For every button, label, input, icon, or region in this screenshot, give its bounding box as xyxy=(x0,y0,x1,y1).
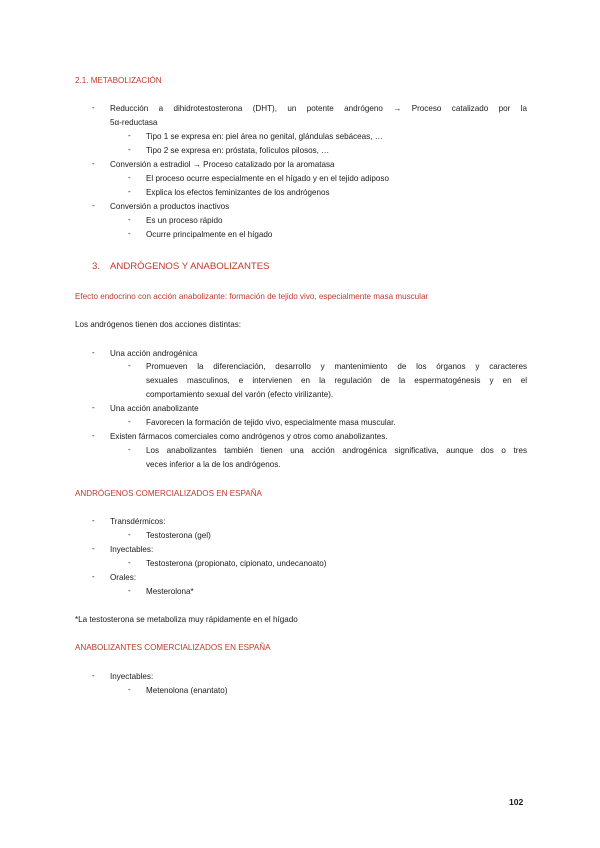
bullet-dash: - xyxy=(128,685,131,694)
bullet-dash: - xyxy=(92,572,95,581)
list-item-inyectables: Inyectables: xyxy=(110,672,154,681)
sub-item-line: veces inferior a la de los andrógenos. xyxy=(146,460,281,469)
list-item-reduccion: Reducción a dihidrotestosterona (DHT), un potente andrógeno → Proceso catalizado por la xyxy=(110,104,527,113)
bullet-dash: - xyxy=(128,445,131,454)
subtitle-efecto: Efecto endocrino con acción anabolizante: formación de tejido vivo, especialmente masa muscular xyxy=(75,292,429,301)
bullet-dash: - xyxy=(92,159,95,168)
sub-item: Favorecen la formación de tejido vivo, especialmente masa muscular. xyxy=(146,418,396,427)
heading-anabolizantes-comercializados: ANABOLIZANTES COMERCIALIZADOS EN ESPAÑA xyxy=(75,643,271,652)
list-item-inyectables: Inyectables: xyxy=(110,545,154,554)
bullet-dash: - xyxy=(92,403,95,412)
heading-androgenos-comercializados: ANDRÓGENOS COMERCIALIZADOS EN ESPAÑA xyxy=(75,489,262,498)
bullet-dash: - xyxy=(128,417,131,426)
footnote: *La testosterona se metaboliza muy rápidamente en el hígado xyxy=(75,615,298,624)
list-item-conversion-inactivos: Conversión a productos inactivos xyxy=(110,202,230,211)
bullet-dash: - xyxy=(128,131,131,140)
section-heading-metabolizacion: 2.1. METABOLIZACIÓN xyxy=(75,76,162,85)
bullet-dash: - xyxy=(92,671,95,680)
sub-item: Testosterona (propionato, cipionato, undecanoato) xyxy=(146,559,327,568)
sub-item: Tipo 2 se expresa en: próstata, folículos pilosos, … xyxy=(146,146,330,155)
bullet-dash: - xyxy=(92,431,95,440)
bullet-dash: - xyxy=(92,201,95,210)
list-item-accion-anabolizante: Una acción anabolizante xyxy=(110,404,199,413)
bullet-dash: - xyxy=(128,361,131,370)
sub-item: Mesterolona* xyxy=(146,587,194,596)
sub-item: Es un proceso rápido xyxy=(146,216,223,225)
list-item-conversion-estradiol: Conversión a estradiol → Proceso catalizado por la aromatasa xyxy=(110,160,335,169)
page-number: 102 xyxy=(509,797,524,807)
bullet-dash: - xyxy=(128,530,131,539)
bullet-dash: - xyxy=(128,558,131,567)
sub-item: Tipo 1 se expresa en: piel área no genital, glándulas sebáceas, … xyxy=(146,132,383,141)
sub-item: Ocurre principalmente en el hígado xyxy=(146,230,273,239)
section-title: ANDRÓGENOS Y ANABOLIZANTES xyxy=(110,261,270,272)
list-item-reduccion-cont: 5α-reductasa xyxy=(110,118,158,127)
list-item-orales: Orales: xyxy=(110,573,137,582)
sub-item: Metenolona (enantato) xyxy=(146,686,228,695)
bullet-dash: - xyxy=(128,586,131,595)
sub-item: El proceso ocurre especialmente en el hígado y en el tejido adiposo xyxy=(146,174,389,183)
bullet-dash: - xyxy=(128,215,131,224)
intro-paragraph: Los andrógenos tienen dos acciones distintas: xyxy=(75,320,242,329)
bullet-dash: - xyxy=(128,187,131,196)
bullet-dash: - xyxy=(128,173,131,182)
list-item-farmacos: Existen fármacos comerciales como andrógenos y otros como anabolizantes. xyxy=(110,432,388,441)
sub-item-line: sexuales masculinos, e intervienen en la regulación de la espermatogénesis y en el xyxy=(146,376,527,385)
sub-item-line: Promueven la diferenciación, desarrollo y mantenimiento de los órganos y caracteres xyxy=(146,362,527,371)
list-item-transdermicos: Transdérmicos: xyxy=(110,517,166,526)
bullet-dash: - xyxy=(92,348,95,357)
sub-item: Testosterona (gel) xyxy=(146,531,211,540)
sub-item-line: Los anabolizantes también tienen una acción androgénica significativa, aunque dos o tres xyxy=(146,446,527,455)
bullet-dash: - xyxy=(128,145,131,154)
sub-item-line: comportamiento sexual del varón (efecto virilizante). xyxy=(146,390,334,399)
section-number: 3. xyxy=(92,261,101,272)
bullet-dash: - xyxy=(92,544,95,553)
bullet-dash: - xyxy=(92,516,95,525)
list-item-accion-androgenica: Una acción androgénica xyxy=(110,349,198,358)
bullet-dash: - xyxy=(92,103,95,112)
bullet-dash: - xyxy=(128,229,131,238)
sub-item: Explica los efectos feminizantes de los andrógenos xyxy=(146,188,330,197)
